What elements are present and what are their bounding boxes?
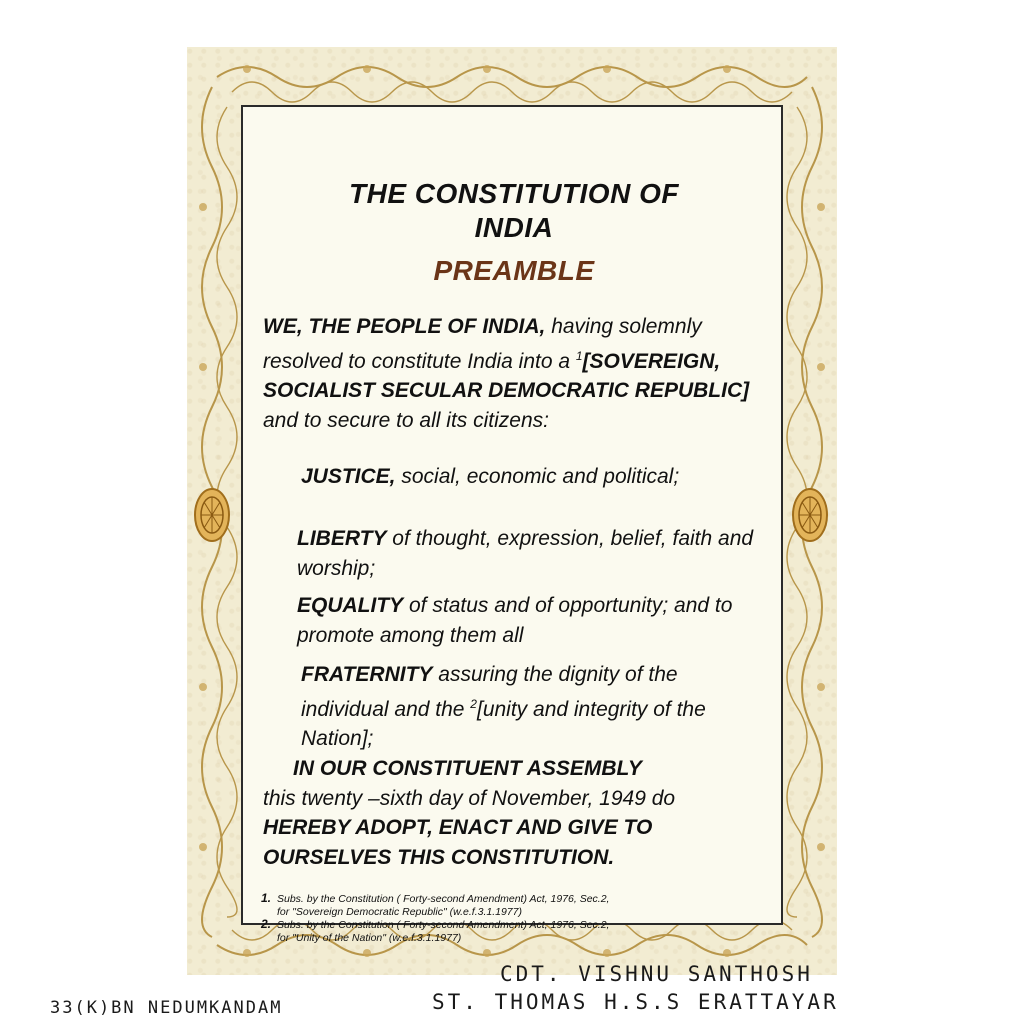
fraternity-text: assuring the dignity of the individual and the: [301, 663, 678, 721]
liberty-clause: [297, 524, 767, 583]
footnotes: [261, 892, 781, 944]
liberty-bold: LIBERTY: [297, 527, 387, 550]
footnote-ref-1: 1: [575, 348, 583, 363]
credit-name: CDT. VISHNU SANTHOSH: [500, 962, 813, 986]
credit-school: ST. THOMAS H.S.S ERATTAYAR: [432, 990, 839, 1014]
justice-text: social, economic and political;: [395, 465, 680, 488]
credit-unit: 33(K)BN NEDUMKANDAM: [50, 998, 283, 1018]
intro-text: having solemnly resolved to constitute India into a: [263, 315, 702, 373]
assembly-clause: [263, 754, 773, 872]
date-text: this twenty –sixth day of November, 1949 do: [263, 786, 676, 810]
fraternity-bold: FRATERNITY: [301, 663, 433, 686]
footnote-line: Subs. by the Constitution ( Forty-second Amendment) Act, 1976, Sec.2,: [277, 919, 610, 931]
secure-text: and to secure to all its citizens:: [263, 408, 549, 432]
footnote-line: for "Unity of the Nation" (w.e.f.3.1.1977): [277, 931, 462, 944]
intro-bold: WE, THE PEOPLE OF INDIA,: [263, 315, 546, 338]
footnote-number: 2.: [261, 917, 272, 931]
equality-text: of status and of opportunity; and to promote among them all: [297, 594, 733, 647]
document-title-line1: THE CONSTITUTION OF: [349, 178, 679, 209]
adopt-bold: HEREBY ADOPT, ENACT AND GIVE TO OURSELVES THIS CONSTITUTION.: [263, 816, 653, 869]
document-title-line2: INDIA: [474, 212, 554, 243]
preamble-intro: [263, 312, 773, 435]
footnote-item: [261, 918, 781, 932]
certificate-frame: [187, 47, 837, 975]
assembly-bold: IN OUR CONSTITUENT ASSEMBLY: [293, 757, 642, 780]
justice-bold: JUSTICE,: [301, 465, 396, 488]
footnote-line: Subs. by the Constitution ( Forty-second Amendment) Act, 1976, Sec.2,: [277, 893, 610, 905]
footnote-item: [261, 892, 781, 906]
footnote-ref-2: 2: [470, 696, 477, 711]
preamble-heading: PREAMBLE: [433, 255, 595, 286]
equality-clause: [297, 591, 767, 650]
ashoka-chakra-icon: [791, 487, 829, 543]
footnote-line: for "Sovereign Democratic Republic" (w.e.f.3.1.1977): [277, 905, 522, 918]
preamble-panel: [241, 105, 783, 944]
ashoka-chakra-icon: [193, 487, 231, 543]
fraternity-clause: [301, 660, 761, 754]
justice-clause: [301, 462, 761, 492]
liberty-text: of thought, expression, belief, faith and worship;: [297, 527, 754, 580]
footnote-number: 1.: [261, 891, 272, 905]
unity-text: [unity and integrity of the Nation];: [301, 697, 706, 750]
equality-bold: EQUALITY: [297, 594, 404, 617]
republic-bold: [SOVEREIGN, SOCIALIST SECULAR DEMOCRATIC REPUBLIC]: [263, 349, 750, 402]
